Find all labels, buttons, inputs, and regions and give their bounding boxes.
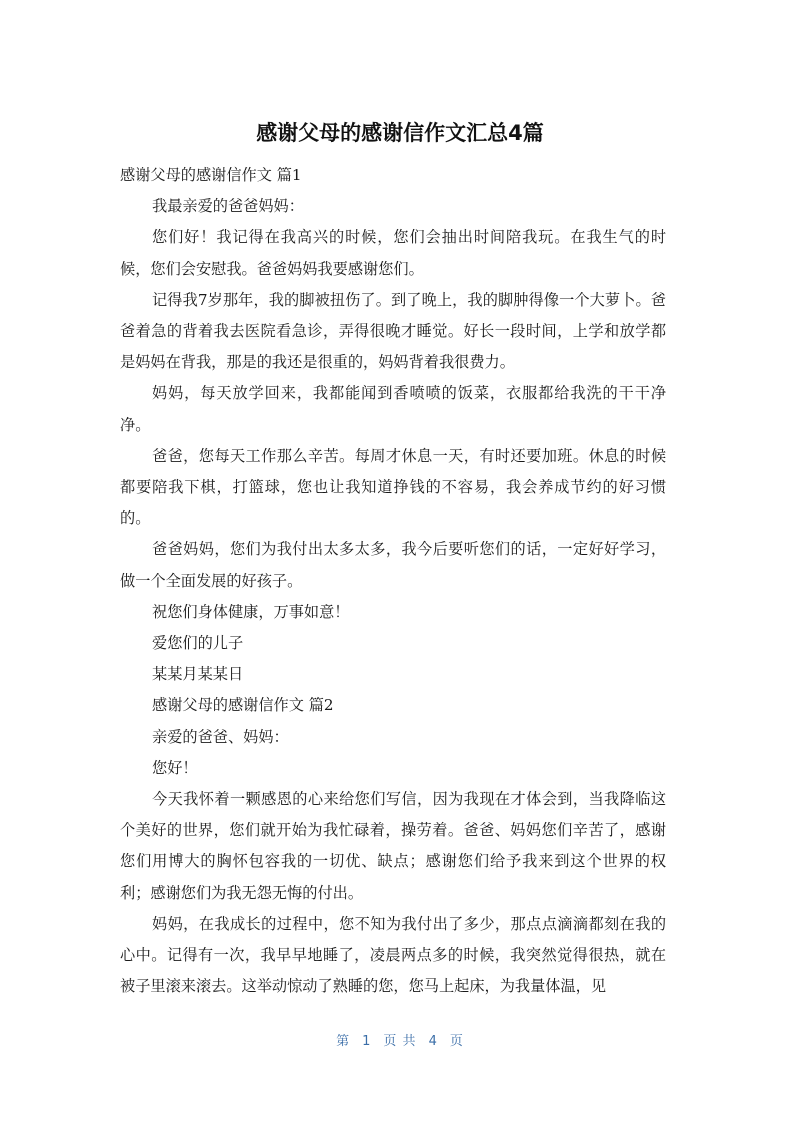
date-line: 某某月某某日: [152, 665, 244, 684]
footer-middle: 页 共: [383, 1034, 417, 1049]
footer-suffix: 页: [449, 1034, 464, 1049]
footer-prefix: 第: [336, 1034, 351, 1049]
footer-page-number: 1: [362, 1034, 372, 1049]
body-paragraph: 妈妈，每天放学回来，我都能闻到香喷喷的饭菜，衣服都给我洗的干干净净。: [120, 384, 666, 434]
body-paragraph: 您们好！我记得在我高兴的时候，您们会抽出时间陪我玩。在我生气的时候，您们会安慰我。爸爸妈妈我要感谢您们。: [120, 228, 666, 278]
body-paragraph: 妈妈，在我成长的过程中，您不知为我付出了多少，那点点滴滴都刻在我的心中。记得有一次，我早早地睡了，凌晨两点多的时候，我突然觉得很热，就在被子里滚来滚去。这举动惊动了熟睡的您，您马上起床，为我量体温，见: [120, 914, 666, 996]
body-paragraph: 爸爸妈妈，您们为我付出太多太多，我今后要听您们的话，一定好好学习，做一个全面发展的好孩子。: [120, 540, 666, 590]
section-heading: 感谢父母的感谢信作文 篇2: [152, 696, 334, 715]
body-paragraph: 今天我怀着一颗感恩的心来给您们写信，因为我现在才体会到，当我降临这个美好的世界，您们就开始为我忙碌着，操劳着。爸爸、妈妈您们辛苦了，感谢您们用博大的胸怀包容我的一切优、缺点；感谢您们给予我来到这个世界的权利；感谢您们为我无怨无悔的付出。: [120, 790, 666, 902]
document-title: 感谢父母的感谢信作文汇总4篇: [256, 121, 544, 145]
footer-total-pages: 4: [428, 1034, 438, 1049]
body-paragraph: 爸爸，您每天工作那么辛苦。每周才休息一天，有时还要加班。休息的时候都要陪我下棋，打篮球，您也让我知道挣钱的不容易，我会养成节约的好习惯的。: [120, 446, 666, 528]
signature: 爱您们的儿子: [152, 634, 244, 653]
greeting: 您好！: [152, 758, 198, 777]
section-heading: 感谢父母的感谢信作文 篇1: [120, 166, 302, 184]
page-footer: [0, 1030, 800, 1049]
closing-wish: 祝您们身体健康，万事如意！: [152, 602, 350, 621]
salutation: 亲爱的爸爸、妈妈：: [152, 727, 289, 746]
body-paragraph: 记得我7岁那年，我的脚被扭伤了。到了晚上，我的脚肿得像一个大萝卜。爸爸着急的背着我去医院看急诊，弄得很晚才睡觉。好长一段时间，上学和放学都是妈妈在背我，那是的我还是很重的，妈妈背着我很费力。: [120, 290, 666, 372]
salutation: 我最亲爱的爸爸妈妈：: [152, 197, 304, 216]
document-body: [120, 160, 666, 1002]
